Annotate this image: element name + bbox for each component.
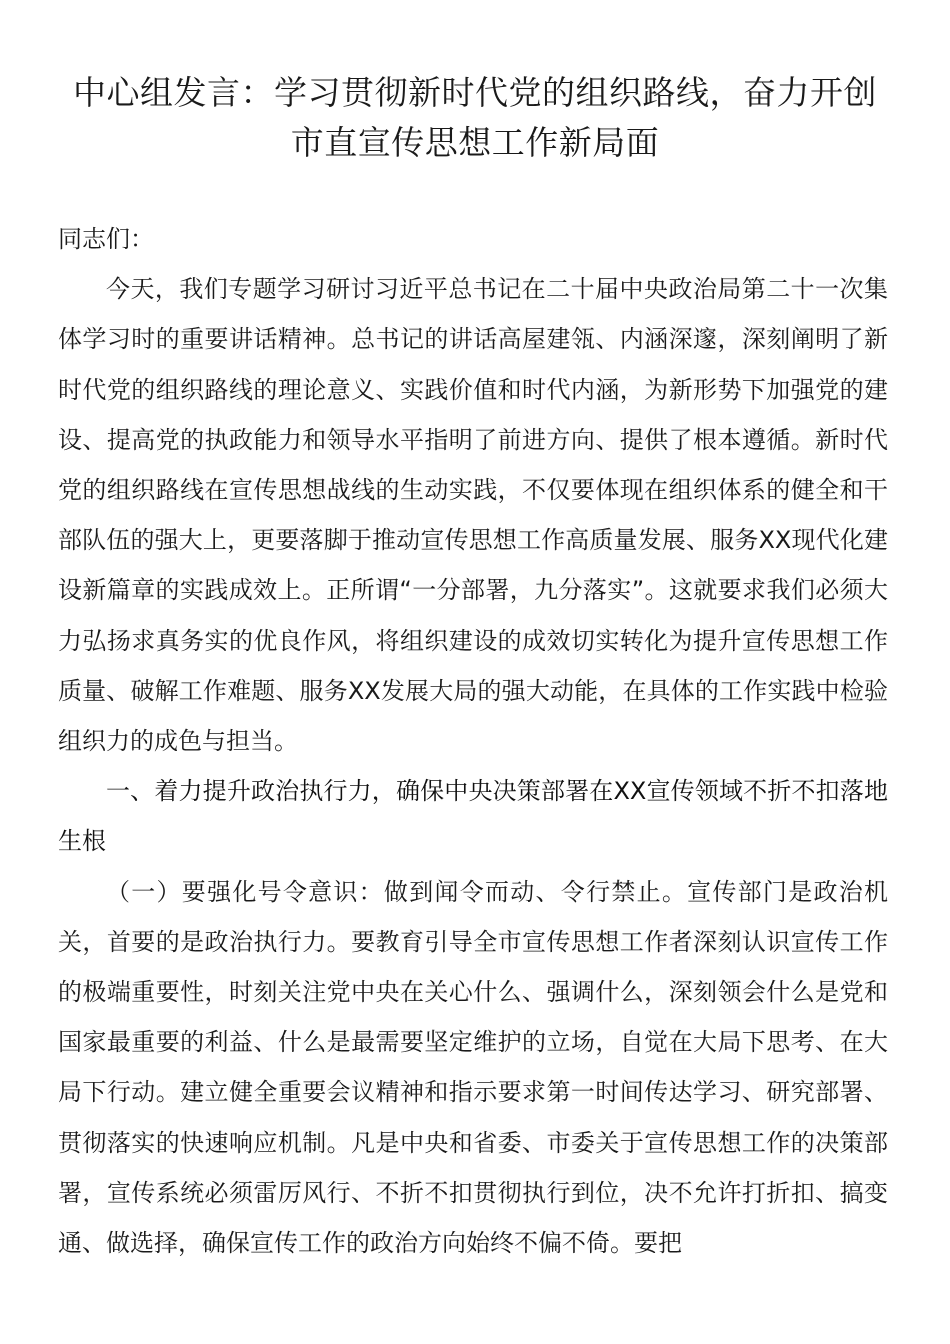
salutation: 同志们：	[58, 225, 154, 253]
section-heading: 一、着力提升政治执行力，确保中央决策部署在XX宣传领域不折不扣落地生根	[58, 777, 888, 856]
document-body	[58, 214, 888, 1268]
subsection-paragraph: （一）要强化号令意识：做到闻令而动、令行禁止。宣传部门是政治机关，首要的是政治执行力。要教育引导全市宣传思想工作者深刻认识宣传工作的极端重要性，时刻关注党中央在关心什么、强调什么，深刻领会什么是党和国家最重要的利益、什么是最需要坚定维护的立场，自觉在大局下思考、在大局下行动。建立健全重要会议精神和指示要求第一时间传达学习、研究部署、贯彻落实的快速响应机制。凡是中央和省委、市委关于宣传思想工作的决策部署，宣传系统必须雷厉风行、不折不扣贯彻执行到位，决不允许打折扣、搞变通、做选择，确保宣传工作的政治方向始终不偏不倚。要把	[58, 877, 888, 1258]
document-title: 中心组发言：学习贯彻新时代党的组织路线，奋力开创市直宣传思想工作新局面	[73, 73, 877, 162]
intro-paragraph: 今天，我们专题学习研讨习近平总书记在二十届中央政治局第二十一次集体学习时的重要讲话精神。总书记的讲话高屋建瓴、内涵深邃，深刻阐明了新时代党的组织路线的理论意义、实践价值和时代内涵，为新形势下加强党的建设、提高党的执政能力和领导水平指明了前进方向、提供了根本遵循。新时代党的组织路线在宣传思想战线的生动实践，不仅要体现在组织体系的健全和干部队伍的强大上，更要落脚于推动宣传思想工作高质量发展、服务XX现代化建设新篇章的实践成效上。正所谓“一分部署，九分落实”。这就要求我们必须大力弘扬求真务实的优良作风，将组织建设的成效切实转化为提升宣传思想工作质量、破解工作难题、服务XX发展大局的强大动能，在具体的工作实践中检验组织力的成色与担当。	[58, 275, 888, 756]
